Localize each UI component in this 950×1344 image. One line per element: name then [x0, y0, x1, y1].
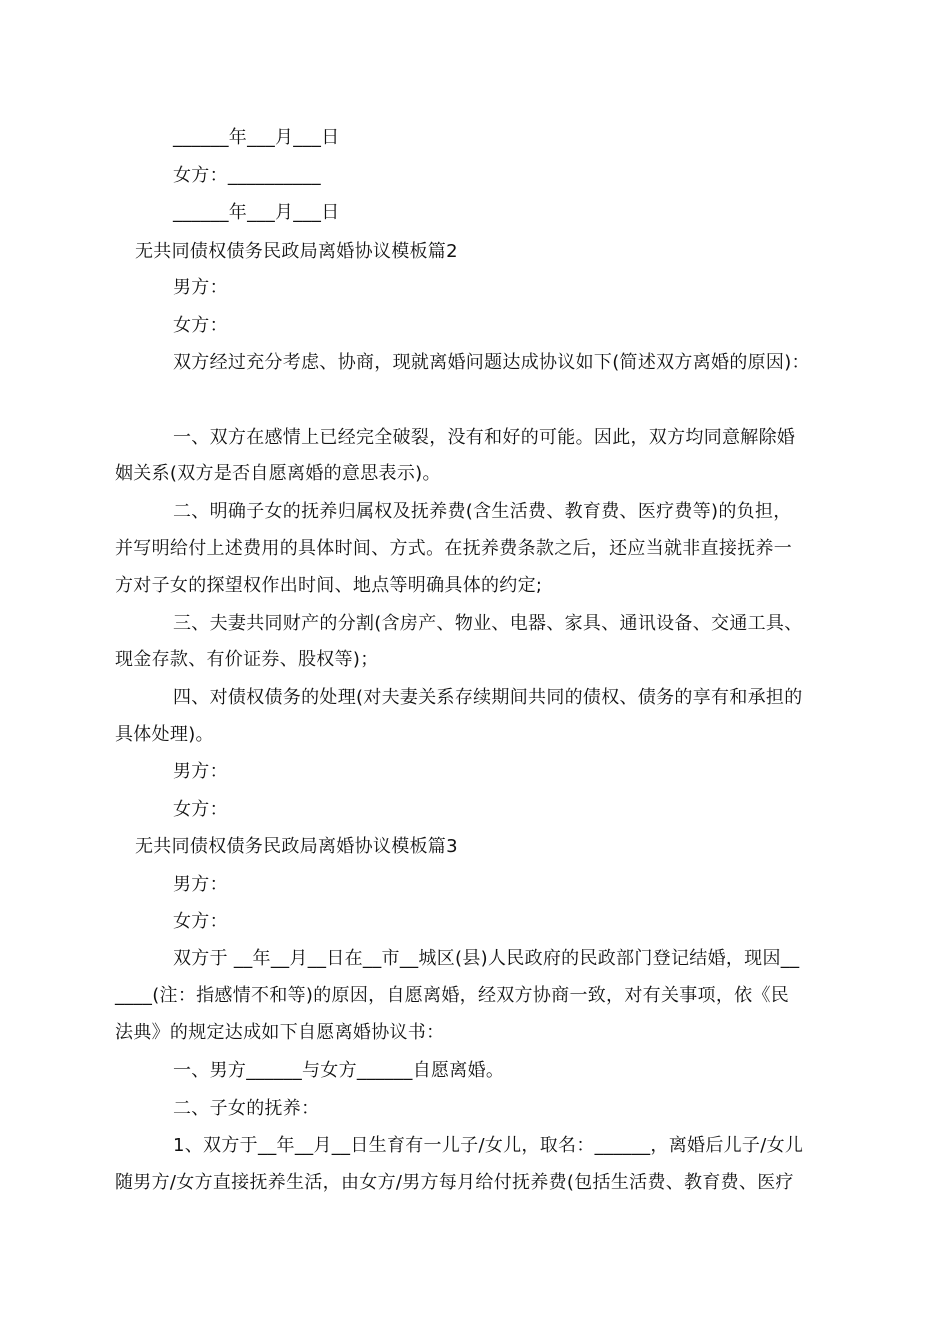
paragraph-line: 具体处理)。 — [115, 724, 214, 745]
paragraph-line: 一、男方______与女方______自愿离婚。 — [173, 1060, 505, 1081]
male-date-line: ______年___月___日 — [173, 127, 340, 148]
intro-paragraph: 双方经过充分考虑、协商，现就离婚问题达成协议如下(简述双方离婚的原因)： — [173, 352, 810, 373]
paragraph-line: 三、夫妻共同财产的分割(含房产、物业、电器、家具、通讯设备、交通工具、 — [173, 613, 803, 634]
female-label: 女方： — [173, 315, 228, 336]
paragraph-line: 并写明给付上述费用的具体时间、方式。在抚养费条款之后，还应当就非直接抚养一 — [115, 538, 793, 559]
male-signature-label: 男方： — [173, 761, 228, 782]
male-label: 男方： — [173, 874, 228, 895]
female-label: 女方： — [173, 911, 228, 932]
paragraph-line: 四、对债权债务的处理(对夫妻关系存续期间共同的债权、债务的享有和承担的 — [173, 687, 803, 708]
paragraph-line: 法典》的规定达成如下自愿离婚协议书： — [115, 1022, 445, 1043]
paragraph-line: 随男方/女方直接抚养生活，由女方/男方每月给付抚养费(包括生活费、教育费、医疗 — [115, 1172, 794, 1193]
male-label: 男方： — [173, 277, 228, 298]
paragraph-line: ____(注：指感情不和等)的原因，自愿离婚，经双方协商一致，对有关事项，依《民 — [115, 985, 790, 1006]
section-title: 无共同债权债务民政局离婚协议模板篇3 — [135, 836, 458, 857]
paragraph-line: 一、双方在感情上已经完全破裂，没有和好的可能。因此，双方均同意解除婚 — [173, 427, 796, 448]
paragraph-line: 双方于 __年__月__日在__市__城区(县)人民政府的民政部门登记结婚，现因__ — [173, 948, 800, 969]
paragraph-line: 姻关系(双方是否自愿离婚的意思表示)。 — [115, 463, 441, 484]
section-title: 无共同债权债务民政局离婚协议模板篇2 — [135, 241, 458, 262]
female-signature-label: 女方： — [173, 799, 228, 820]
paragraph-line: 二、子女的抚养： — [173, 1098, 320, 1119]
paragraph-line: 现金存款、有价证券、股权等)； — [115, 649, 379, 670]
paragraph-line: 二、明确子女的抚养归属权及抚养费(含生活费、教育费、医疗费等)的负担， — [173, 501, 792, 522]
paragraph-line: 方对子女的探望权作出时间、地点等明确具体的约定; — [115, 575, 543, 596]
female-date-line: ______年___月___日 — [173, 202, 340, 223]
paragraph-line: 1、双方于__年__月__日生育有一儿子/女儿，取名：______，离婚后儿子/女儿 — [173, 1135, 804, 1156]
female-signature-line: 女方：__________ — [173, 165, 321, 186]
